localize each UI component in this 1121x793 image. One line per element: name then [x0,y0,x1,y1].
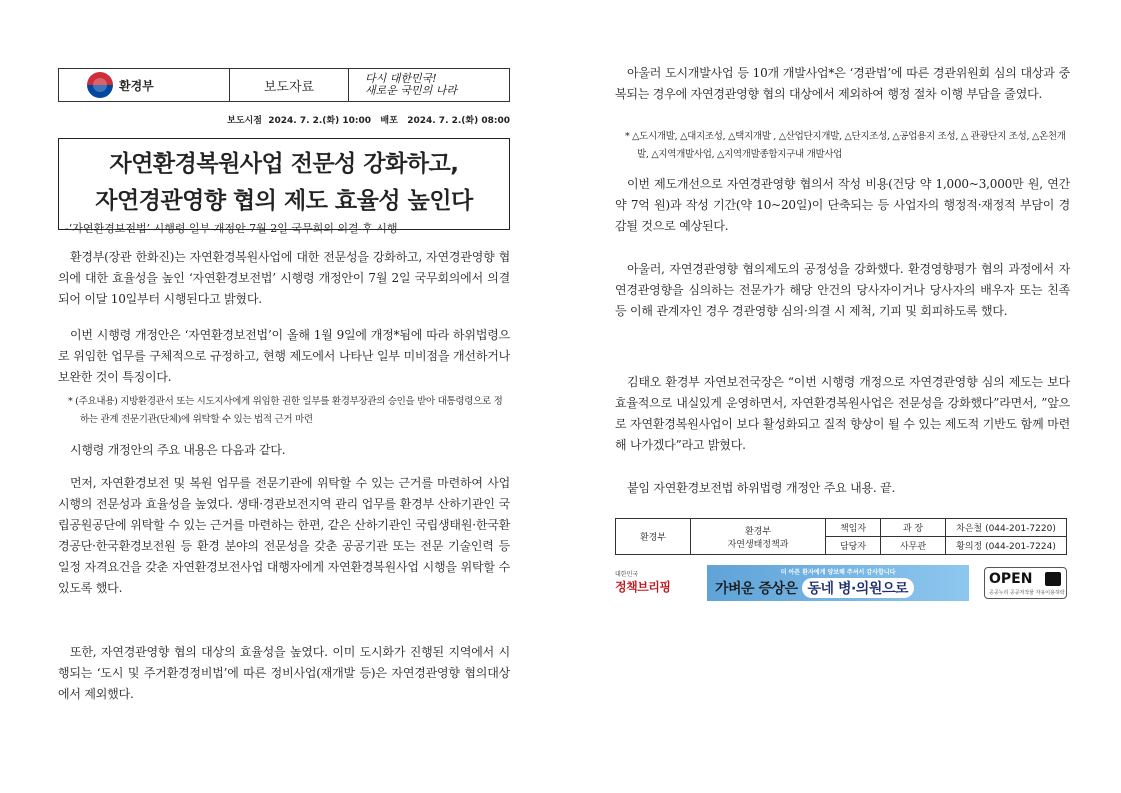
contact-dept-line-1: 환경부 [744,526,772,537]
contact-title: 사무관 [881,537,946,555]
paragraph: 아울러 도시개발사업 등 10개 개발사업*은 ‘경관법’에 따른 경관위원회 심의 대상과 중복되는 경우에 자연경관영향 협의 대상에서 제외하여 행정 절차 이행 부담을 줄였다. [615,66,1070,101]
title-box [58,138,510,235]
contact-dept-line-2: 자연생태정책과 [727,539,789,550]
footnote: * △도시개발, △대지조성, △택지개발 , △산업단지개발, △단지조성, △공업용지 조성, △ 관광단지 조성, △온천개발, △지역개발사업, △지역개발종합지구내 개발사업 [625,131,1066,160]
doc-type: 보도자료 [263,79,315,95]
campaign-banner[interactable] [707,565,969,601]
open-license-caption: 공공누리 공공저작물 자유이용허락 [989,590,1065,596]
campaign-slogan [715,578,914,598]
campaign-highlight: 동네 병·의원으로 [802,578,914,598]
slogan [365,73,457,97]
campaign-caption: 더 아픈 환자에게 양보해 주셔서 감사합니다 [780,569,896,576]
brand-name: 정책브리핑 [615,580,671,594]
contact-role: 담당자 [826,537,881,555]
release-dates: 보도시점 2024. 7. 2.(화) 10:00 배포 2024. 7. 2.(화) 08:00 [227,116,510,126]
license-type-icon [1045,572,1061,586]
policy-briefing-logo[interactable] [615,569,685,597]
footnote: * (주요내용) 지방환경관서 또는 시도지사에게 위임한 권한 일부를 환경부장관의 승인을 받아 대통령령으로 정하는 관계 전문기관(단체)에 위탁할 수 있는 법적 근거 마련 [68,396,503,425]
open-license-badge[interactable] [984,567,1067,599]
contact-title: 과 장 [881,519,946,537]
ministry-name: 환경부 [119,78,154,93]
government-logo-icon [87,72,113,98]
paragraph: 아울러, 자연경관영향 협의제도의 공정성을 강화했다. 환경영향평가 협의 과정에서 자연경관영향을 심의하는 전문가가 해당 안건의 당사자이거나 당사자의 배우자 또는 친족 등 이해 관계자인 경우 경관영향 심의·의결 시 제척, 기피 및 회피하도록 했다. [615,262,1070,318]
contact-dept [691,519,826,555]
paragraph: 환경부(장관 한화진)는 자연환경복원사업에 대한 전문성을 강화하고, 자연경관영향 협의에 대한 효율성을 높인 ‘자연환경보전법’ 시행령 개정안이 7월 2일 국무회의에서 의결되어 이달 10일부터 시행된다고 밝혔다. [58,250,510,306]
contact-person: 차은철 (044-201-7220) [946,519,1067,537]
header-divider [348,68,349,102]
paragraph: 이번 시행령 개정안은 ‘자연환경보전법’이 올해 1월 9일에 개정*됨에 따라 하위법령으로 위임한 업무를 구체적으로 규정하고, 현행 제도에서 나타난 일부 미비점을 개선하거나 보완한 것이 특징이다. [58,328,510,384]
headline-line-1: 자연환경복원사업 전문성 강화하고, [109,151,459,177]
open-word: OPEN [989,571,1033,587]
slogan-line-1: 다시 대한민국! [365,72,437,85]
paragraph: 시행령 개정안의 주요 내용은 다음과 같다. [70,443,286,457]
subtitle: -‘자연환경보전법’ 시행령 일부 개정안 7월 2일 국무회의 의결 후 시행 [65,222,398,235]
paragraph: 먼저, 자연환경보전 및 복원 업무를 전문기관에 위탁할 수 있는 근거를 마련하여 사업 시행의 전문성과 효율성을 높였다. 생태·경관보전지역 관리 업무를 환경부 산하기관인 국립공원공단에 위탁할 수 있는 근거를 마련하는 한편, 같은 산하기관인 국립생태원·한국환경공단·한국환경보전원 등 환경 분야의 전문성을 갖춘 공공기관 또는 전문 기술인력 등 일정 자격요건을 갖춘 자연환경보전사업 대행자에게 자연환경복원사업 시행을 위탁할 수 있도록 했다. [58,476,510,595]
paragraph: 김태오 환경부 자연보전국장은 “이번 시행령 개정으로 자연경관영향 심의 제도는 보다 효율적으로 내실있게 운영하면서, 자연환경복원사업은 전문성을 강화했다”라면서, ”앞으로 자연환경복원사업이 보다 활성화되고 질적 향상이 될 수 있는 제도적 기반도 함께 마련해 나가겠다”라고 밝혔다. [615,375,1070,452]
contact-table [615,518,1067,555]
headline-line-2: 자연경관영향 협의 제도 효율성 높인다 [95,188,473,214]
footer-banner [615,565,1067,601]
brand-small-text: 대한민국 [615,571,639,578]
campaign-main-text: 가벼운 증상은 [715,581,798,597]
paragraph: 이번 제도개선으로 자연경관영향 협의서 작성 비용(건당 약 1,000~3,000만 원, 연간 약 7억 원)과 작성 기간(약 10~20일)이 단축되는 등 사업자의 행정적·재정적 부담이 경감될 것으로 예상된다. [615,177,1070,233]
paragraph: 또한, 자연경관영향 협의 대상의 효율성을 높였다. 이미 도시화가 진행된 지역에서 시행되는 ‘도시 및 주거환경정비법’에 따른 정비사업(재개발 등)은 자연경관영향 협의대상에서 제외했다. [58,645,510,701]
contact-person: 황의정 (044-201-7224) [946,537,1067,555]
contact-org: 환경부 [616,519,691,555]
slogan-line-2: 새로운 국민의 나라 [365,84,458,97]
press-header [58,68,510,102]
contact-role: 책임자 [826,519,881,537]
paragraph: 붙임 자연환경보전법 하위법령 개정안 주요 내용. 끝. [627,481,896,495]
